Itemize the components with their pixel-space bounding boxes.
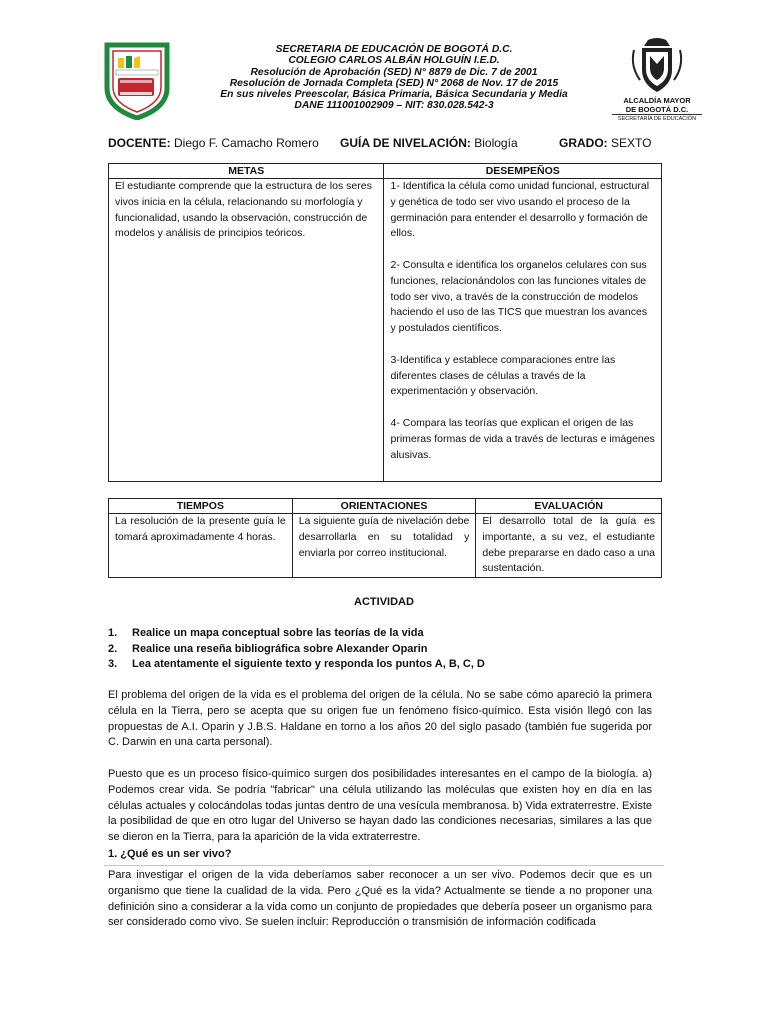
desempeno-item: 4- Compara las teorías que explican el origen de las primeras formas de vida a través de lecturas e imágenes alusivas. [390, 416, 655, 461]
header-line: Resolución de Aprobación (SED) N° 8879 de Dic. 7 de 2001 [250, 66, 538, 78]
bogota-coat-of-arms-icon [612, 36, 702, 94]
docente-label: DOCENTE: [108, 136, 171, 150]
activity-item [108, 642, 668, 658]
desempenos-header: DESEMPEÑOS [384, 164, 662, 179]
grado-label: GRADO: [559, 136, 608, 150]
header-line: En sus niveles Preescolar, Básica Primaria, Básica Secundaria y Media [220, 89, 568, 101]
city-logo-line: ALCALDÍA MAYOR [623, 96, 691, 105]
header-line: Resolución de Jornada Completa (SED) N° 2068 de Nov. 17 de 2015 [229, 77, 559, 89]
tiempos-orientaciones-evaluacion-table [108, 498, 662, 578]
desempeno-item: 2- Consulta e identifica los organelos celulares con sus funciones, relacionándolos con las funciones vitales de todo ser vivo, a través de la construcción de modelos haciendo el uso de las TICS que muestran los avances y postulados científicos. [390, 258, 648, 335]
guia-label: GUÍA DE NIVELACIÓN: [340, 136, 471, 150]
divider [104, 865, 664, 866]
orientaciones-header: ORIENTACIONES [292, 499, 476, 514]
activity-number: 2. [108, 642, 118, 655]
activity-number: 1. [108, 627, 118, 639]
actividad-title: ACTIVIDAD [354, 596, 414, 608]
activity-item [108, 657, 668, 673]
activity-item [108, 626, 668, 642]
school-header [196, 44, 592, 112]
desempenos-cell [384, 179, 662, 482]
metas-cell [109, 179, 384, 482]
section-subheading: 1. ¿Qué es un ser vivo? [108, 848, 232, 860]
activity-text: Realice una reseña bibliográfica sobre Alexander Oparin [132, 642, 428, 655]
grado-value: SEXTO [611, 136, 652, 150]
city-logo-subtitle: SECRETARÍA DE EDUCACIÓN [612, 114, 702, 123]
guia-value: Biología [474, 136, 518, 150]
city-logo [612, 36, 702, 120]
evaluacion-header: EVALUACIÓN [476, 499, 662, 514]
header-line: DANE 111001002909 – NIT: 830.028.542-3 [294, 100, 494, 112]
metas-text: El estudiante comprende que la estructura de los seres vivos inicia en la célula, relacionando su morfología y funcionalidad, usando la observación, construcción de modelos y análisis de principios teóricos. [115, 180, 372, 240]
body-paragraph: Para investigar el origen de la vida deberíamos saber reconocer a un ser vivo. Podemos decir que es un organismo que tiene la cualidad de la vida. Pero ¿Qué es la vida? Actualmente se tiende a no proponer una definición sino a considerar a la vida como un conjunto de propiedades que debería poseer un organismo para ser considerado como vivo. Se suelen incluir: Reproducción o transmisión de información codificada [108, 869, 652, 929]
city-logo-line: DE BOGOTÁ D.C. [625, 105, 689, 114]
orientaciones-cell: La siguiente guía de nivelación debe desarrollarla en su totalidad y enviarla por correo institucional. [292, 514, 476, 578]
desempeno-item: 1- Identifica la célula como unidad funcional, estructural y genética de todo ser vivo usando el proceso de la germinación para entender el desarrollo y formación de ellos. [390, 180, 650, 240]
header-line: SECRETARIA DE EDUCACIÓN DE BOGOTÁ D.C. [275, 44, 513, 55]
evaluacion-cell: El desarrollo total de la guía es importante, a su vez, el estudiante debe prepararse en dado caso a una sustentación. [476, 514, 662, 578]
activity-list [108, 626, 668, 673]
activity-text: Realice un mapa conceptual sobre las teorías de la vida [132, 627, 424, 639]
activity-number: 3. [108, 658, 118, 670]
activity-text: Lea atentamente el siguiente texto y responda los puntos A, B, C, D [132, 658, 485, 670]
header-line: COLEGIO CARLOS ALBÁN HOLGUÍN I.E.D. [288, 55, 500, 67]
docente-value: Diego F. Camacho Romero [174, 136, 319, 150]
tiempos-cell: La resolución de la presente guía le tomará aproximadamente 4 horas. [109, 514, 293, 578]
metas-desempenos-table [108, 163, 662, 482]
body-paragraph: Puesto que es un proceso físico-químico surgen dos posibilidades interesantes en el campo de la biología. a) Podemos crear vida. Se podría "fabricar" una célula utilizando las moléculas que existen hoy en día en las células actuales y colocándolas todas juntas dentro de una vesícula membranosa. b) Vida extraterrestre. Existe la posibilidad de que en otro lugar del Universo se hayan dado las condiciones necesarias, similares a las que se dieron en la Tierra, para la aparición de la vida extraterrestre. [108, 768, 652, 844]
metas-header: METAS [109, 164, 384, 179]
desempeno-item: 3-Identifica y establece comparaciones entre las diferentes clases de células a través de la experimentación y observación. [390, 353, 616, 398]
body-paragraph: El problema del origen de la vida es el problema del origen de la célula. No se sabe cómo apareció la primera célula en la Tierra, pero se acepta que su origen fue un fenómeno físico-químico. Esta visión llegó con las propuestas de A.I. Oparin y J.B.S. Haldane en torno a los años 20 del siglo pasado (también fue sugerida por C. Darwin en una carta personal). [108, 689, 652, 749]
school-shield-logo-icon [104, 42, 170, 120]
tiempos-header: TIEMPOS [109, 499, 293, 514]
